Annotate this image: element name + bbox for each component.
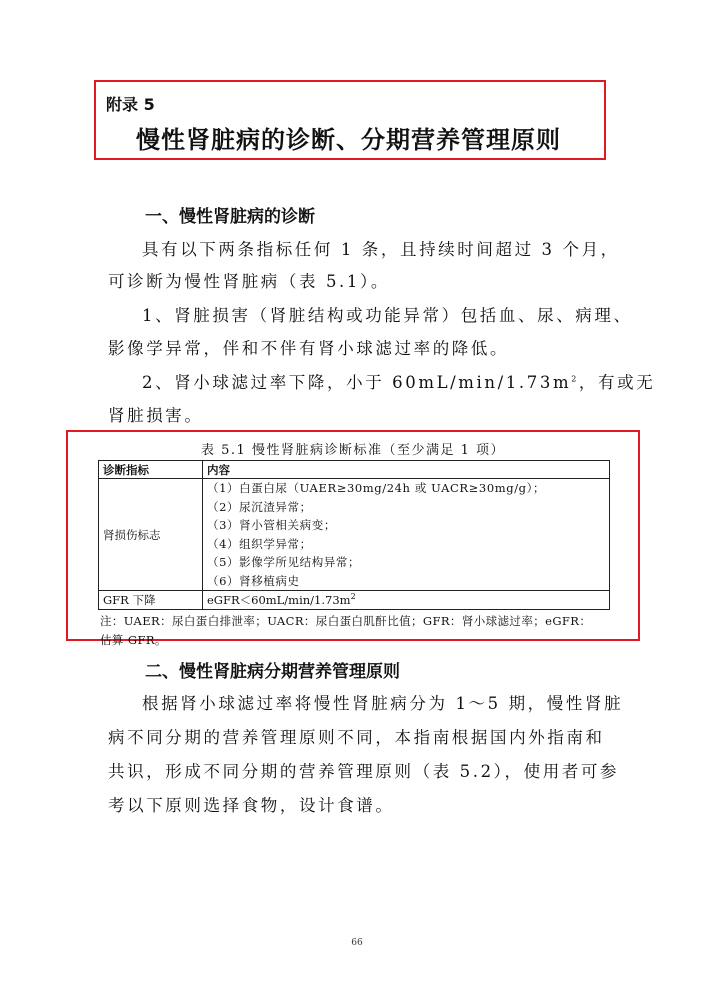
diagnosis-criteria-table	[98, 460, 610, 610]
section-1-line-6: 肾脏损害。	[108, 406, 204, 425]
superscript-2: 2	[350, 592, 356, 602]
indicator-cell: 肾损伤标志	[99, 479, 203, 591]
gfr-criterion: eGFR＜60mL/min/1.73m	[207, 593, 351, 607]
table-header-row	[99, 461, 610, 479]
page-title: 慢性肾脏病的诊断、分期营养管理原则	[136, 126, 561, 154]
list-item: （1）白蛋白尿（UAER≥30mg/24h 或 UACR≥30mg/g）；	[207, 481, 546, 495]
section-2-line-2: 病不同分期的营养管理原则不同，本指南根据国内外指南和	[108, 728, 605, 747]
list-item: （4）组织学异常；	[207, 536, 312, 551]
appendix-label: 附录 5	[106, 95, 155, 114]
table-highlight-box	[66, 430, 640, 647]
section-2-heading: 二、慢性肾脏病分期营养管理原则	[145, 662, 400, 682]
list-item: （6）肾移植病史	[207, 573, 300, 588]
section-1-line-5	[142, 369, 655, 393]
table-header-content: 内容	[203, 461, 610, 479]
section-1-line-4: 影像学异常，伴和不伴有肾小球滤过率的降低。	[108, 339, 510, 358]
content-cell	[203, 591, 610, 610]
title-highlight-box	[94, 80, 606, 160]
table-row	[99, 479, 610, 591]
section-1-heading: 一、慢性肾脏病的诊断	[145, 207, 315, 227]
section-2-line-1: 根据肾小球滤过率将慢性肾脏病分为 1～5 期，慢性肾脏	[142, 694, 624, 713]
content-cell	[203, 479, 610, 591]
table-row	[99, 591, 610, 610]
table-notes	[100, 612, 640, 650]
table-header-indicator: 诊断指标	[99, 461, 203, 479]
section-1-line-3: 1、肾脏损害（肾脏结构或功能异常）包括血、尿、病理、	[142, 306, 633, 325]
section-2-line-3: 共识，形成不同分期的营养管理原则（表 5.2），使用者可参	[108, 762, 620, 781]
superscript-2: 2	[571, 374, 579, 384]
section-1-line-5-text: 2、肾小球滤过率下降，小于 60mL/min/1.73m	[142, 373, 572, 392]
section-2-line-4: 考以下原则选择食物，设计食谱。	[108, 796, 395, 815]
section-1-line-5-tail: ，有或无	[578, 373, 656, 392]
section-1-line-2: 可诊断为慢性肾脏病（表 5.1）。	[108, 272, 390, 291]
page-number: 66	[351, 938, 363, 948]
list-item: （2）尿沉渣异常；	[207, 499, 312, 514]
list-item: （5）影像学所见结构异常；	[207, 555, 361, 569]
section-1-line-1: 具有以下两条指标任何 1 条，且持续时间超过 3 个月，	[142, 240, 620, 259]
indicator-cell: GFR 下降	[99, 591, 203, 610]
list-item: （3）肾小管相关病变；	[207, 518, 336, 532]
table-caption: 表 5.1 慢性肾脏病诊断标准（至少满足 1 项）	[201, 443, 505, 458]
table-note-line: 估算 GFR。	[100, 633, 167, 647]
table-note-line: 注：UAER：尿白蛋白排泄率；UACR：尿白蛋白肌酐比值；GFR：肾小球滤过率；eGFR：	[100, 614, 592, 628]
